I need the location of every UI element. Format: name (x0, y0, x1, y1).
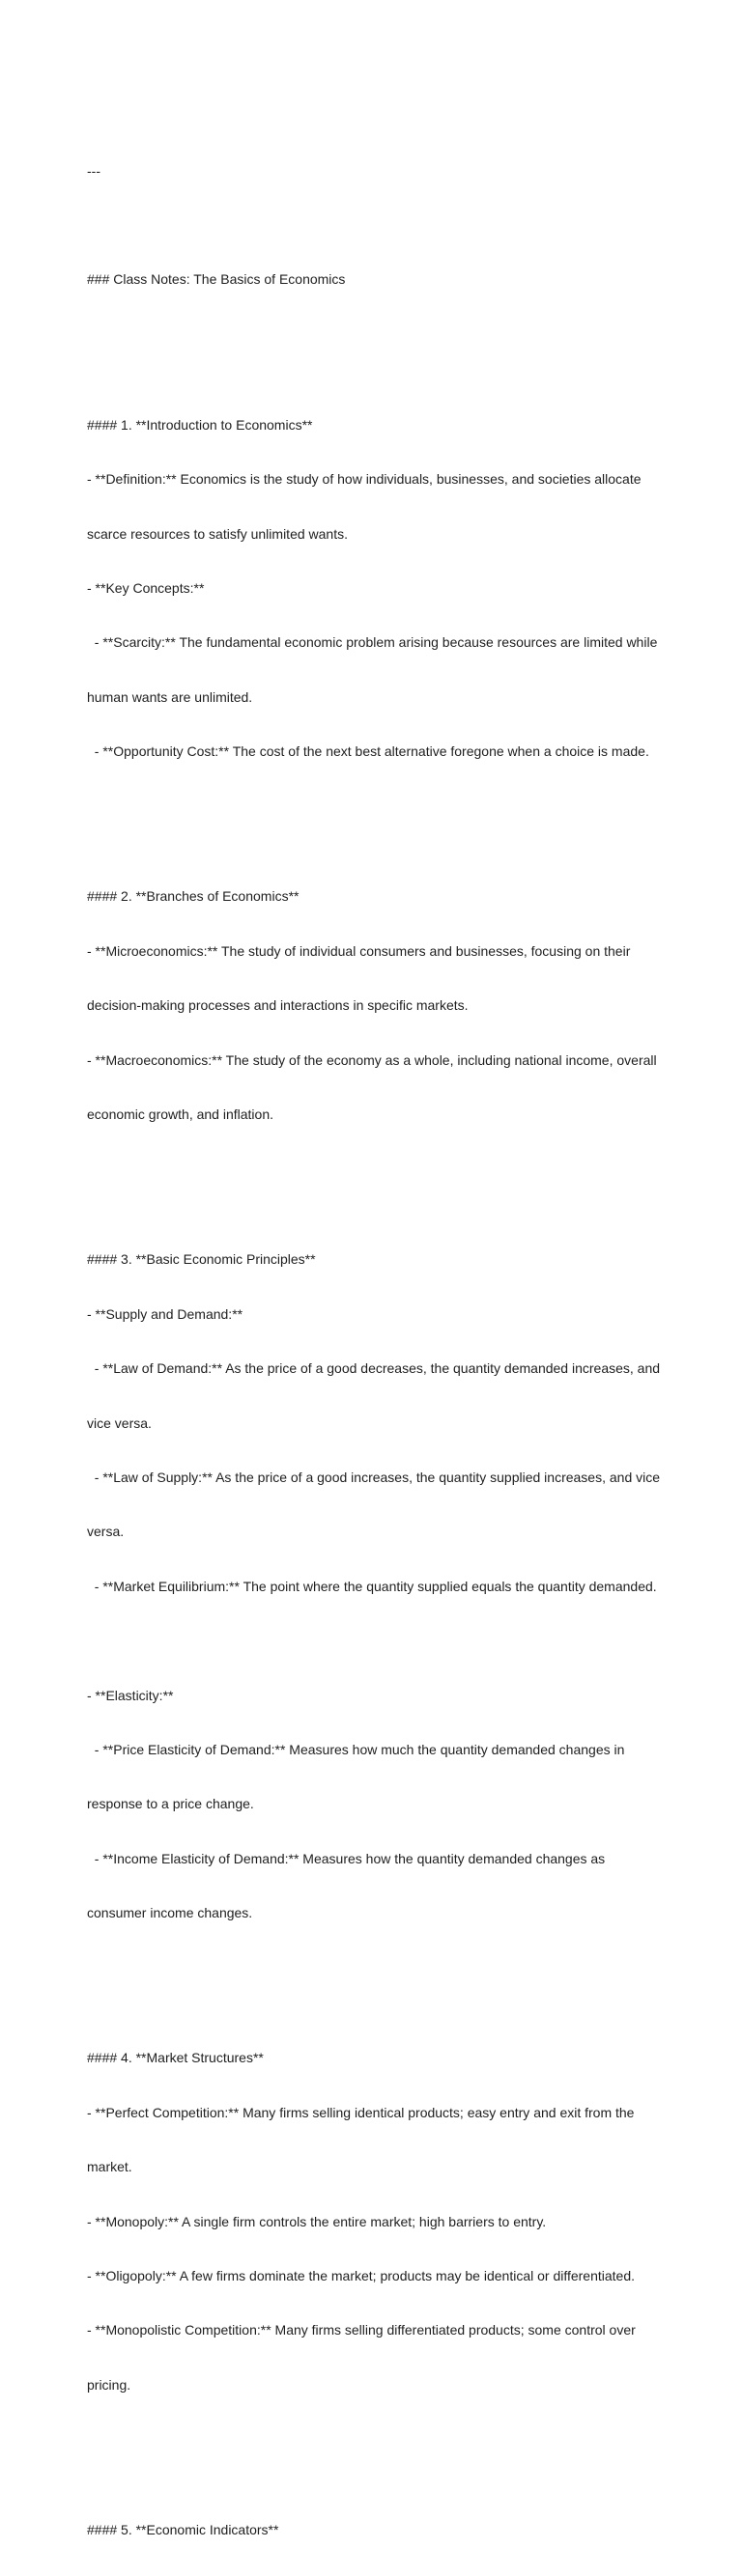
text-line: - **Oligopoly:** A few firms dominate the market; products may be identical or differentiated. (87, 2268, 636, 2284)
text-line: - **Perfect Competition:** Many firms selling identical products; easy entry and exit from the (87, 2104, 635, 2120)
section-heading-indicators: #### 5. **Economic Indicators** (87, 2522, 279, 2538)
text-line: scarce resources to satisfy unlimited wants. (87, 525, 348, 542)
text-line: - **Price Elasticity of Demand:** Measures how much the quantity demanded changes in (87, 1741, 625, 1757)
document-body (87, 126, 667, 2576)
text-line: - **Definition:** Economics is the study of how individuals, businesses, and societies allocate (87, 471, 642, 488)
text-line: consumer income changes. (87, 1905, 253, 1921)
text-line: market. (87, 2159, 132, 2175)
separator-line: --- (87, 162, 100, 179)
text-line: - **Monopoly:** A single firm controls the entire market; high barriers to entry. (87, 2213, 547, 2229)
text-line: - **Law of Demand:** As the price of a good decreases, the quantity demanded increases, and (87, 1360, 661, 1377)
blank-line (87, 216, 667, 235)
text-line: - **Supply and Demand:** (87, 1305, 243, 1322)
section-heading-market-structures: #### 4. **Market Structures** (87, 2050, 264, 2066)
text-line: - **Key Concepts:** (87, 579, 205, 596)
text-line: - **Monopolistic Competition:** Many firms selling differentiated products; some control over (87, 2322, 636, 2338)
text-line: human wants are unlimited. (87, 688, 253, 705)
text-line: - **Market Equilibrium:** The point where the quantity supplied equals the quantity demanded. (87, 1578, 657, 1594)
text-line: - **Law of Supply:** As the price of a good increases, the quantity supplied increases, and vice (87, 1469, 661, 1485)
text-line: vice versa. (87, 1414, 152, 1431)
text-line: economic growth, and inflation. (87, 1106, 273, 1123)
text-line: - **Macroeconomics:** The study of the economy as a whole, including national income, overall (87, 1051, 657, 1068)
text-line: - **Microeconomics:** The study of individual consumers and businesses, focusing on their (87, 942, 631, 959)
blank-line (87, 797, 667, 815)
blank-line (87, 1632, 667, 1650)
blank-line (87, 1160, 667, 1178)
section-heading-branches: #### 2. **Branches of Economics** (87, 888, 300, 905)
text-line: - **Elasticity:** (87, 1687, 174, 1703)
document-title: ### Class Notes: The Basics of Economics (87, 271, 346, 288)
section-heading-introduction: #### 1. **Introduction to Economics** (87, 416, 313, 433)
section-heading-principles: #### 3. **Basic Economic Principles** (87, 1251, 316, 1268)
blank-line (87, 2430, 667, 2449)
blank-line (87, 1958, 667, 1976)
text-line: pricing. (87, 2376, 131, 2393)
text-line: decision-making processes and interactions in specific markets. (87, 997, 469, 1014)
text-line: - **Income Elasticity of Demand:** Measures how the quantity demanded changes as (87, 1850, 606, 1866)
text-line: - **Opportunity Cost:** The cost of the next best alternative foregone when a choice is made. (87, 743, 649, 760)
blank-line (87, 325, 667, 344)
text-line: versa. (87, 1524, 125, 1540)
text-line: response to a price change. (87, 1796, 254, 1812)
text-line: - **Scarcity:** The fundamental economic problem arising because resources are limited while (87, 634, 658, 651)
